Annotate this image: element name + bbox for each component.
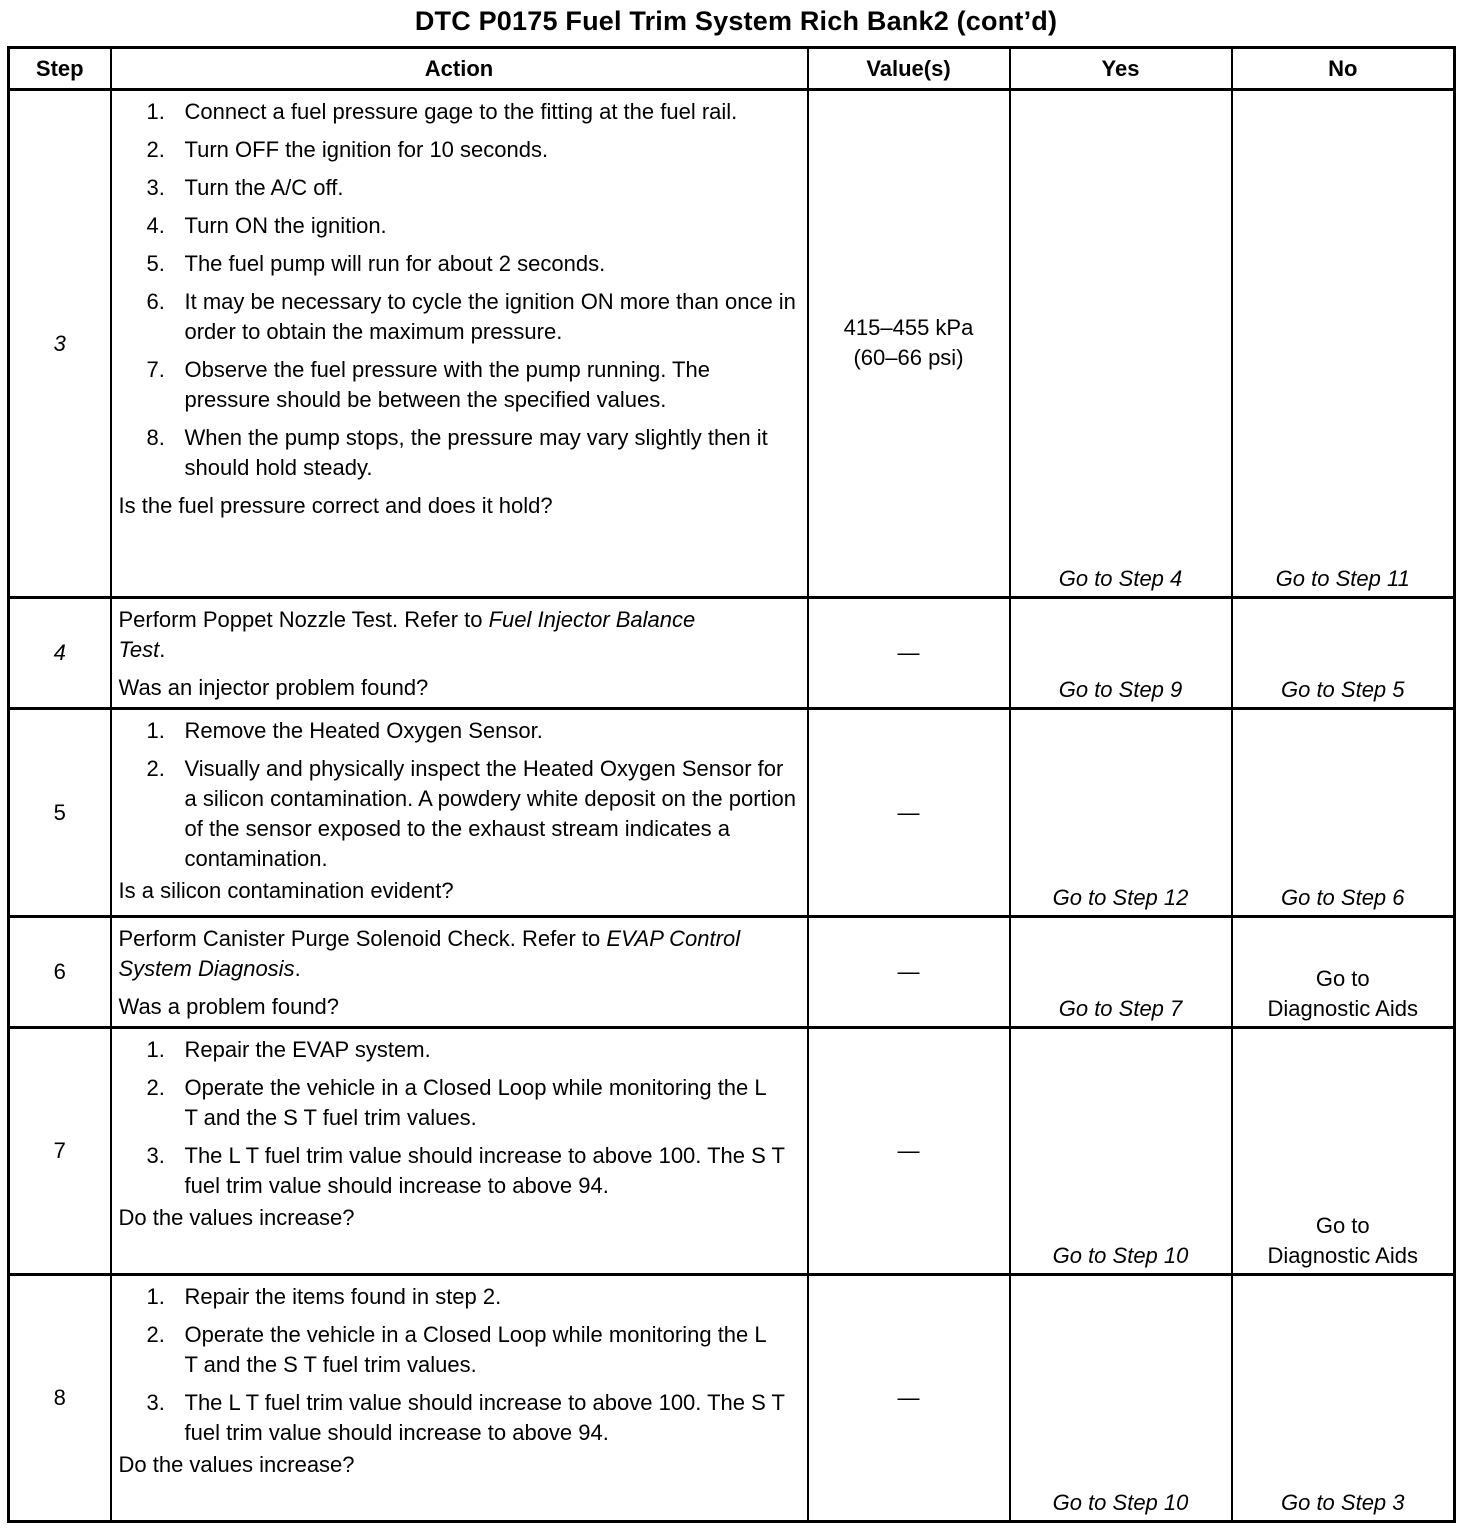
table-row-step-6 bbox=[9, 917, 1455, 1028]
action-cell bbox=[111, 917, 808, 1028]
yes-goto-link[interactable]: Go to Step 9 bbox=[1058, 677, 1183, 702]
table-row-step-8 bbox=[9, 1275, 1455, 1522]
diagnostic-table bbox=[7, 46, 1456, 1523]
table-row-step-3 bbox=[9, 90, 1455, 598]
action-paragraph bbox=[119, 605, 801, 665]
yes-cell bbox=[1010, 1028, 1232, 1275]
action-cell bbox=[111, 1028, 808, 1275]
no-cell bbox=[1232, 1028, 1455, 1275]
list-item-text: Repair the items found in step 2. bbox=[184, 1284, 502, 1309]
action-text: Perform Poppet Nozzle Test. Refer to bbox=[118, 607, 489, 632]
action-cell bbox=[111, 598, 808, 709]
step-number bbox=[9, 709, 111, 917]
no-cell bbox=[1232, 598, 1455, 709]
action-paragraph bbox=[119, 924, 801, 984]
header-values: Value(s) bbox=[808, 48, 1010, 90]
list-item: 2. Operate the vehicle in a Closed Loop while monitoring the L T and the S T fuel trim values. bbox=[146, 1075, 766, 1130]
step-number bbox=[9, 1275, 111, 1522]
no-cell bbox=[1232, 90, 1455, 598]
no-goto-line-1[interactable]: Go to bbox=[1315, 966, 1370, 991]
question-text: Is a silicon contamination evident? bbox=[118, 878, 454, 903]
list-item-text: The fuel pump will run for about 2 seconds. bbox=[184, 251, 606, 276]
list-item-text: The L T fuel trim value should increase to above 100. The S T fuel trim value should increase to above 94. bbox=[184, 1390, 785, 1445]
value-cell bbox=[808, 1028, 1010, 1275]
no-goto-link[interactable]: Go to Step 11 bbox=[1275, 566, 1410, 591]
list-item: 3. The L T fuel trim value should increase to above 100. The S T fuel trim value should increase to above 94. bbox=[146, 1143, 785, 1198]
no-goto-line-2[interactable]: Diagnostic Aids bbox=[1267, 1243, 1418, 1268]
no-goto-link[interactable]: Go to Step 6 bbox=[1280, 885, 1405, 910]
yes-cell bbox=[1010, 90, 1232, 598]
list-item: 5. The fuel pump will run for about 2 seconds. bbox=[146, 251, 606, 276]
list-item: 3. Turn the A/C off. bbox=[146, 175, 344, 200]
table-row-step-4 bbox=[9, 598, 1455, 709]
list-item-text: Connect a fuel pressure gage to the fitting at the fuel rail. bbox=[184, 99, 738, 124]
list-item-text: Remove the Heated Oxygen Sensor. bbox=[184, 718, 543, 743]
yes-goto-link[interactable]: Go to Step 10 bbox=[1052, 1490, 1189, 1515]
value-line-2: (60–66 psi) bbox=[853, 345, 964, 370]
value-line-1: 415–455 kPa bbox=[843, 315, 974, 340]
step-number-text: 3 bbox=[53, 330, 66, 356]
table-row-step-5 bbox=[9, 709, 1455, 917]
yes-cell bbox=[1010, 1275, 1232, 1522]
value-cell bbox=[808, 917, 1010, 1028]
list-item: 1. Repair the items found in step 2. bbox=[146, 1284, 502, 1309]
step-number-text: 5 bbox=[53, 799, 66, 825]
action-list bbox=[119, 1035, 801, 1201]
list-item: 3. The L T fuel trim value should increase to above 100. The S T fuel trim value should increase to above 94. bbox=[146, 1390, 785, 1445]
action-text-suffix: . bbox=[159, 637, 166, 662]
list-item: 8. When the pump stops, the pressure may vary slightly then it should hold steady. bbox=[146, 425, 768, 480]
question-text: Do the values increase? bbox=[118, 1452, 355, 1477]
list-item-text: Turn OFF the ignition for 10 seconds. bbox=[184, 137, 549, 162]
action-cell bbox=[111, 1275, 808, 1522]
reference-link[interactable]: EVAP Control System Diagnosis bbox=[118, 926, 741, 981]
step-number-text: 6 bbox=[53, 959, 66, 984]
no-cell bbox=[1232, 1275, 1455, 1522]
list-item-text: Observe the fuel pressure with the pump running. The pressure should be between the specified values. bbox=[184, 357, 710, 412]
yes-cell bbox=[1010, 709, 1232, 917]
action-text-suffix: . bbox=[294, 956, 301, 981]
action-list bbox=[119, 97, 801, 483]
no-cell bbox=[1232, 709, 1455, 917]
question-text: Was an injector problem found? bbox=[118, 675, 429, 700]
no-goto-link[interactable]: Go to Step 3 bbox=[1280, 1490, 1405, 1515]
no-cell bbox=[1232, 917, 1455, 1028]
value-dash: — bbox=[897, 799, 920, 825]
question-text: Was a problem found? bbox=[118, 994, 340, 1019]
list-item: 2. Operate the vehicle in a Closed Loop while monitoring the L T and the S T fuel trim values. bbox=[146, 1322, 766, 1377]
action-list bbox=[119, 716, 801, 874]
step-number bbox=[9, 917, 111, 1028]
list-item: 4. Turn ON the ignition. bbox=[146, 213, 387, 238]
list-item-text: Visually and physically inspect the Heated Oxygen Sensor for a silicon contamination. A powdery white deposit on the portion of the sensor exposed to the exhaust stream indicates a contamination. bbox=[184, 756, 796, 871]
header-no: No bbox=[1232, 48, 1455, 90]
value-cell bbox=[808, 709, 1010, 917]
step-number-text: 7 bbox=[53, 1138, 66, 1163]
yes-goto-link[interactable]: Go to Step 4 bbox=[1058, 566, 1183, 591]
value-cell bbox=[808, 1275, 1010, 1522]
no-goto-link[interactable]: Go to Step 5 bbox=[1280, 677, 1405, 702]
action-cell bbox=[111, 709, 808, 917]
step-number bbox=[9, 90, 111, 598]
list-item-text: Operate the vehicle in a Closed Loop while monitoring the L T and the S T fuel trim values. bbox=[184, 1322, 766, 1377]
yes-goto-link[interactable]: Go to Step 7 bbox=[1058, 996, 1183, 1021]
list-item-text: Turn the A/C off. bbox=[184, 175, 344, 200]
value-dash: — bbox=[897, 959, 920, 984]
action-list bbox=[119, 1282, 801, 1448]
list-item-text: When the pump stops, the pressure may vary slightly then it should hold steady. bbox=[184, 425, 768, 480]
list-item: 6. It may be necessary to cycle the ignition ON more than once in order to obtain the maximum pressure. bbox=[146, 289, 796, 344]
reference-link[interactable]: Fuel Injector Balance Test bbox=[118, 607, 696, 662]
header-step: Step bbox=[9, 48, 111, 90]
list-item-text: It may be necessary to cycle the ignition ON more than once in order to obtain the maximum pressure. bbox=[184, 289, 796, 344]
no-goto-line-2[interactable]: Diagnostic Aids bbox=[1267, 996, 1418, 1021]
yes-goto-link[interactable]: Go to Step 10 bbox=[1052, 1243, 1189, 1268]
step-number-text: 8 bbox=[53, 1385, 66, 1410]
list-item: 2. Turn OFF the ignition for 10 seconds. bbox=[146, 137, 549, 162]
table-row-step-7 bbox=[9, 1028, 1455, 1275]
action-text: Perform Canister Purge Solenoid Check. Refer to bbox=[118, 926, 607, 951]
step-number bbox=[9, 598, 111, 709]
header-action: Action bbox=[111, 48, 808, 90]
list-item: 2. Visually and physically inspect the Heated Oxygen Sensor for a silicon contamination. A powdery white deposit on the portion of the sensor exposed to the exhaust stream indicates a contamination. bbox=[146, 756, 796, 871]
list-item-text: The L T fuel trim value should increase to above 100. The S T fuel trim value should increase to above 94. bbox=[184, 1143, 785, 1198]
step-number bbox=[9, 1028, 111, 1275]
list-item: 1. Repair the EVAP system. bbox=[146, 1037, 431, 1062]
yes-cell bbox=[1010, 598, 1232, 709]
step-number-text: 4 bbox=[53, 640, 66, 665]
value-cell bbox=[808, 90, 1010, 598]
value-dash: — bbox=[897, 1138, 920, 1163]
list-item: 1. Connect a fuel pressure gage to the fitting at the fuel rail. bbox=[146, 99, 738, 124]
yes-goto-link[interactable]: Go to Step 12 bbox=[1052, 885, 1189, 910]
list-item-text: Operate the vehicle in a Closed Loop while monitoring the L T and the S T fuel trim values. bbox=[184, 1075, 766, 1130]
list-item-text: Repair the EVAP system. bbox=[184, 1037, 431, 1062]
yes-cell bbox=[1010, 917, 1232, 1028]
no-goto-line-1[interactable]: Go to bbox=[1315, 1213, 1370, 1238]
value-dash: — bbox=[897, 640, 920, 665]
header-yes: Yes bbox=[1010, 48, 1232, 90]
action-cell bbox=[111, 90, 808, 598]
page-title: DTC P0175 Fuel Trim System Rich Bank2 (cont’d) bbox=[414, 6, 1058, 36]
list-item: 1. Remove the Heated Oxygen Sensor. bbox=[146, 718, 543, 743]
list-item-text: Turn ON the ignition. bbox=[184, 213, 387, 238]
list-item: 7. Observe the fuel pressure with the pump running. The pressure should be between the specified values. bbox=[146, 357, 710, 412]
question-text: Do the values increase? bbox=[118, 1205, 355, 1230]
value-cell bbox=[808, 598, 1010, 709]
question-text: Is the fuel pressure correct and does it hold? bbox=[118, 493, 553, 518]
header-row bbox=[9, 48, 1455, 90]
value-dash: — bbox=[897, 1385, 920, 1410]
